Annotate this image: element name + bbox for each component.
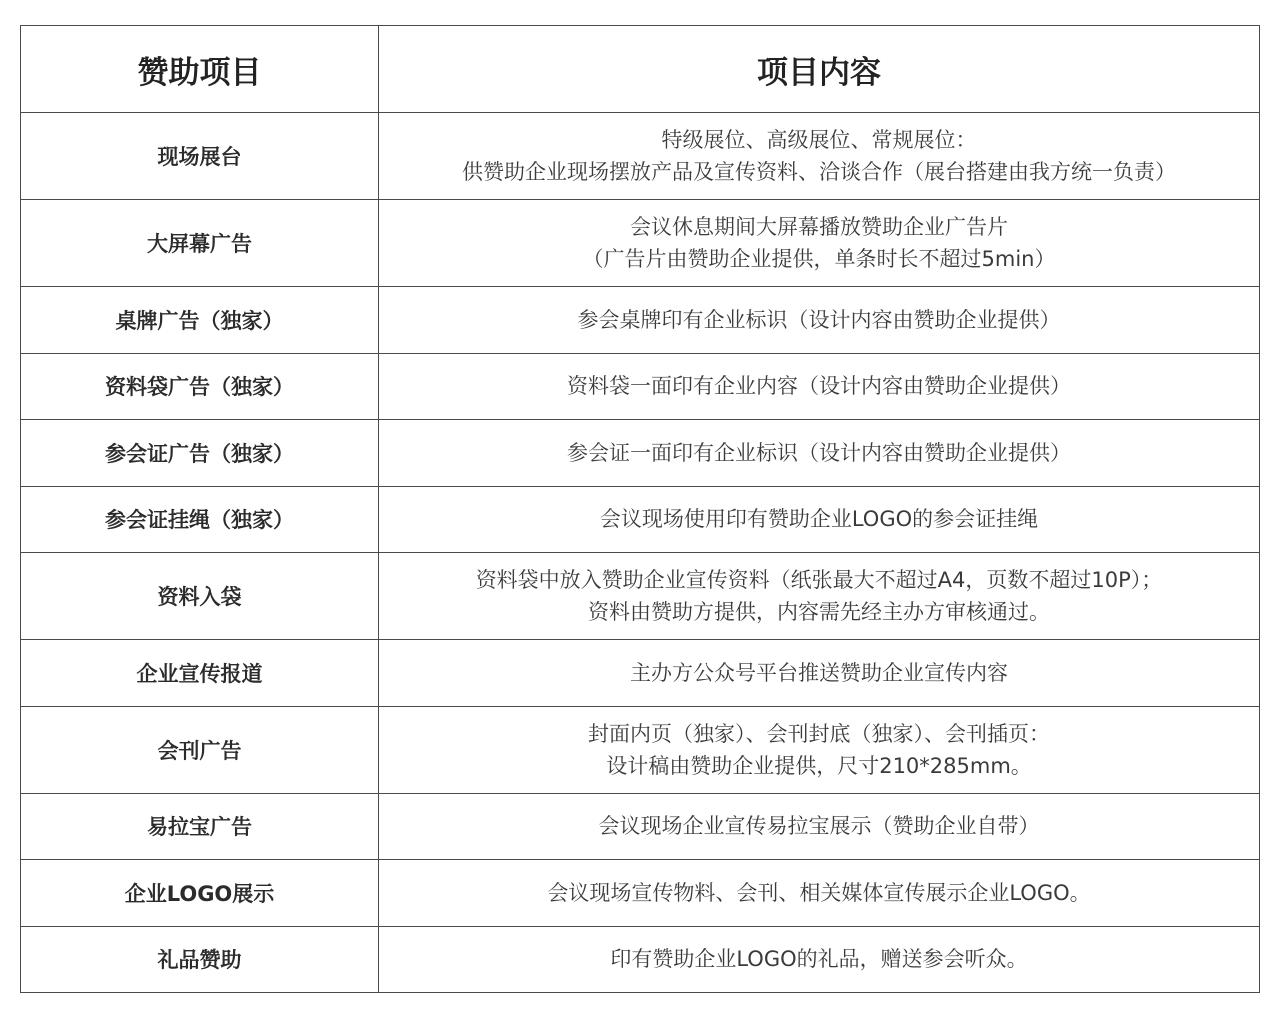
table-row bbox=[21, 860, 1260, 927]
content-line: 会议现场企业宣传易拉宝展示（赞助企业自带） bbox=[598, 814, 1040, 839]
content-line: 参会桌牌印有企业标识（设计内容由赞助企业提供） bbox=[577, 307, 1061, 332]
content-line: 印有赞助企业LOGO的礼品，赠送参会听众。 bbox=[610, 947, 1028, 972]
row-item-content bbox=[379, 486, 1260, 553]
content-line: 主办方公众号平台推送赞助企业宣传内容 bbox=[630, 660, 1008, 685]
table-row bbox=[21, 200, 1260, 287]
row-item-name: 会刊广告 bbox=[21, 706, 379, 793]
content-line: 会议休息期间大屏幕播放赞助企业广告片 bbox=[630, 215, 1008, 239]
row-item-content bbox=[379, 860, 1260, 927]
content-line: 会议现场宣传物料、会刊、相关媒体宣传展示企业LOGO。 bbox=[547, 880, 1091, 905]
table-row bbox=[21, 640, 1260, 707]
content-line: 供赞助企业现场摆放产品及宣传资料、洽谈合作（展台搭建由我方统一负责） bbox=[462, 160, 1176, 184]
row-item-content bbox=[379, 113, 1260, 200]
table-row bbox=[21, 486, 1260, 553]
content-line: 特级展位、高级展位、常规展位： bbox=[661, 128, 977, 152]
row-item-name: 资料袋广告（独家） bbox=[21, 353, 379, 420]
row-item-content bbox=[379, 793, 1260, 860]
row-item-name: 参会证挂绳（独家） bbox=[21, 486, 379, 553]
row-item-content bbox=[379, 553, 1260, 640]
content-line: （广告片由赞助企业提供，单条时长不超过5min） bbox=[582, 247, 1056, 271]
table-row bbox=[21, 926, 1260, 993]
content-line: 会议现场使用印有赞助企业LOGO的参会证挂绳 bbox=[599, 507, 1039, 532]
header-sponsor-item: 赞助项目 bbox=[21, 26, 379, 113]
table-row bbox=[21, 553, 1260, 640]
content-line: 资料袋中放入赞助企业宣传资料（纸张最大不超过A4，页数不超过10P）； bbox=[475, 568, 1163, 592]
row-item-content bbox=[379, 287, 1260, 354]
row-item-name: 礼品赞助 bbox=[21, 926, 379, 993]
row-item-name: 现场展台 bbox=[21, 113, 379, 200]
row-item-content bbox=[379, 706, 1260, 793]
table-header-row bbox=[21, 26, 1260, 113]
row-item-content bbox=[379, 926, 1260, 993]
table-row bbox=[21, 113, 1260, 200]
row-item-name: 资料入袋 bbox=[21, 553, 379, 640]
row-item-name: 桌牌广告（独家） bbox=[21, 287, 379, 354]
row-item-name: 参会证广告（独家） bbox=[21, 420, 379, 487]
content-line: 封面内页（独家）、会刊封底（独家）、会刊插页： bbox=[588, 721, 1050, 746]
content-line: 设计稿由赞助企业提供，尺寸210*285mm。 bbox=[606, 753, 1032, 778]
content-line: 资料由赞助方提供，内容需先经主办方审核通过。 bbox=[588, 600, 1050, 624]
row-item-name: 易拉宝广告 bbox=[21, 793, 379, 860]
table-row bbox=[21, 287, 1260, 354]
content-line: 参会证一面印有企业标识（设计内容由赞助企业提供） bbox=[567, 440, 1071, 465]
table-row bbox=[21, 706, 1260, 793]
row-item-content bbox=[379, 353, 1260, 420]
row-item-name: 企业LOGO展示 bbox=[21, 860, 379, 927]
table-row bbox=[21, 420, 1260, 487]
table-row bbox=[21, 353, 1260, 420]
table-row bbox=[21, 793, 1260, 860]
row-item-content bbox=[379, 420, 1260, 487]
row-item-name: 企业宣传报道 bbox=[21, 640, 379, 707]
row-item-name: 大屏幕广告 bbox=[21, 200, 379, 287]
row-item-content bbox=[379, 640, 1260, 707]
row-item-content bbox=[379, 200, 1260, 287]
sponsorship-table bbox=[20, 25, 1260, 993]
content-line: 资料袋一面印有企业内容（设计内容由赞助企业提供） bbox=[567, 374, 1071, 399]
header-item-content: 项目内容 bbox=[379, 26, 1260, 113]
